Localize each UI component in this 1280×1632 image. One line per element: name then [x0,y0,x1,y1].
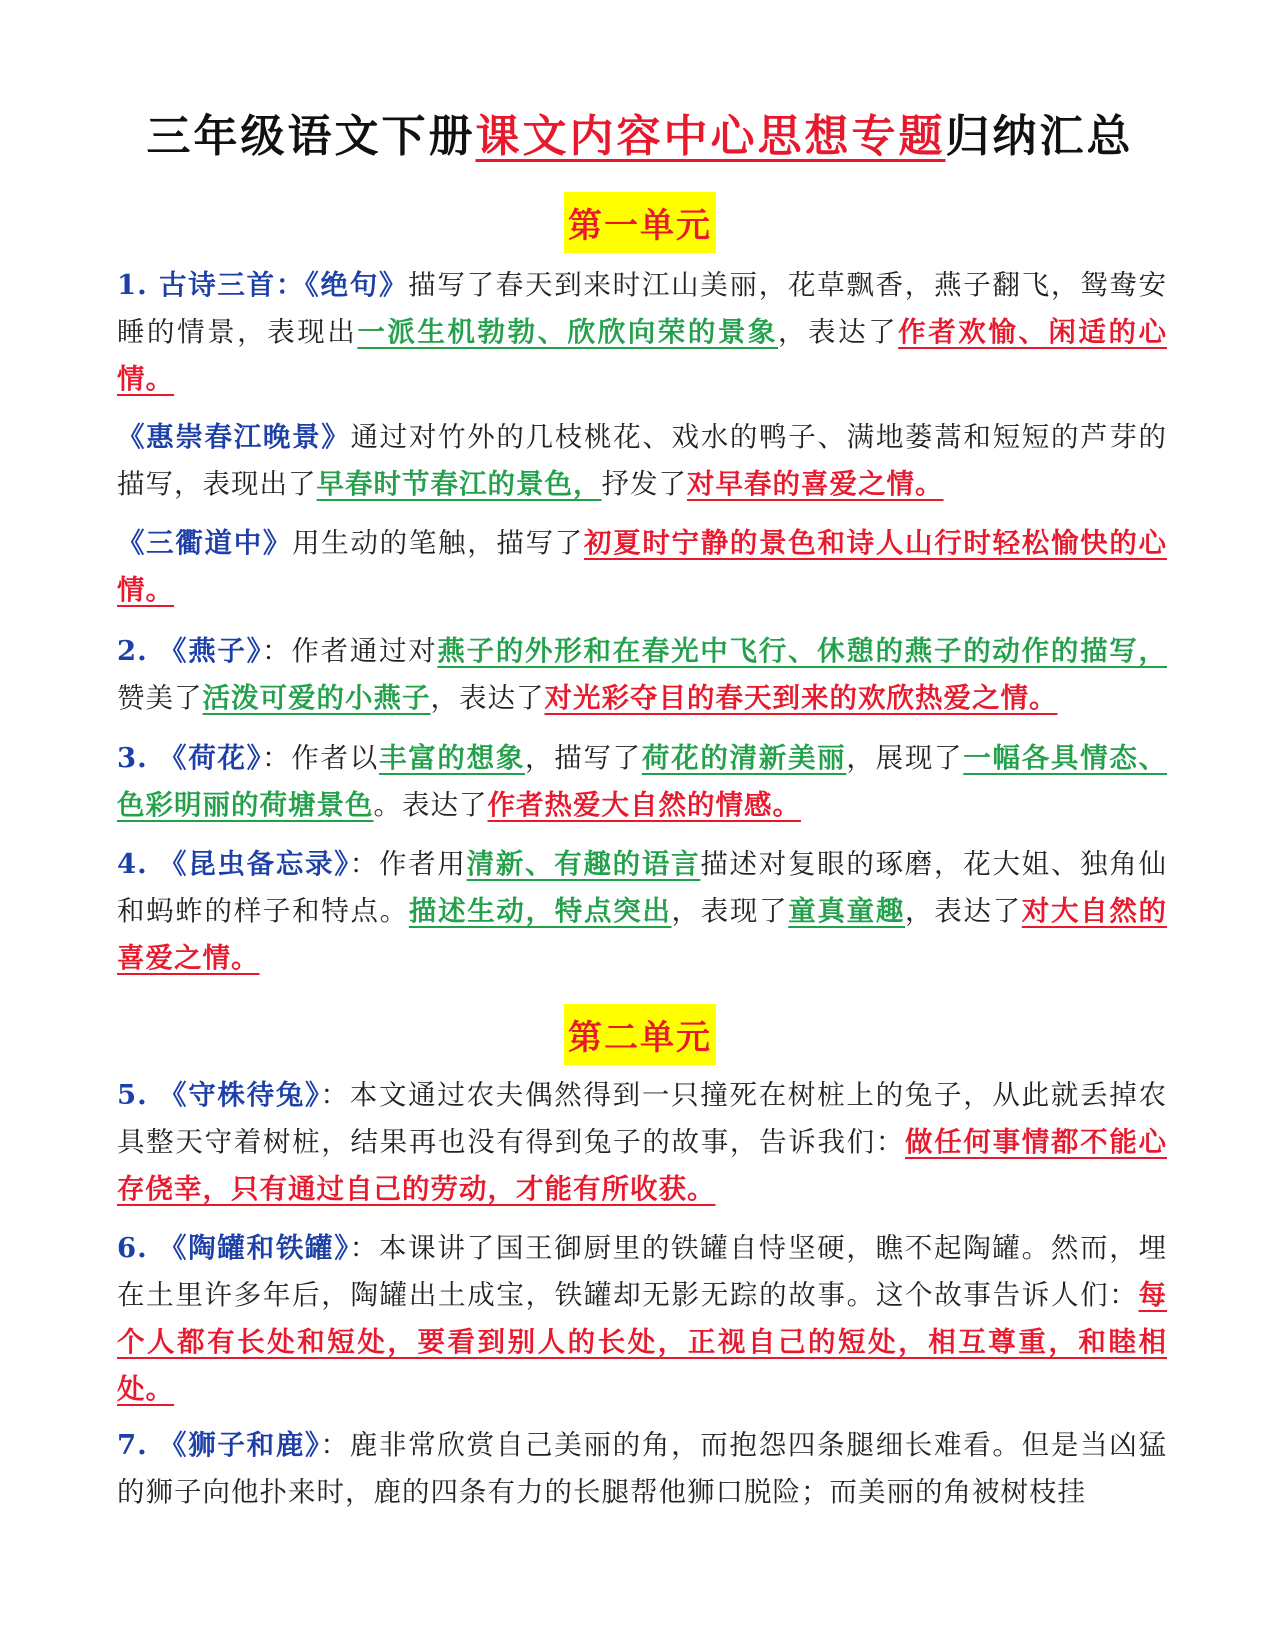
body-text: ：作者以 [262,742,379,774]
body-text: ：作者用 [349,848,467,880]
paragraph-huichong [117,414,1167,508]
lesson-title: 《三衢道中》 [117,527,293,559]
lesson-title: 5. 《守株待兔》 [117,1079,321,1111]
lesson-title: 3. 《荷花》 [117,742,263,774]
body-text: 用生动的笔触，描写了 [292,527,584,559]
unit-heading-1 [0,192,1280,253]
body-text: ，表达了 [905,895,1022,927]
body-text: ，表现了 [671,895,789,927]
lesson-title: 1. 古诗三首：《绝句》 [117,269,409,301]
central-idea: 做任何事情都不能心存侥幸，只有通过自己的劳动，才能有所收获。 [117,1126,1168,1205]
paragraph-hehua [117,735,1167,829]
central-idea: 作者欢愉、闲适的心情。 [117,316,1168,395]
title-suffix: 归纳汇总 [945,111,1134,162]
central-idea: 作者热爱大自然的情感。 [487,789,801,821]
paragraph-kunchong [117,841,1167,982]
key-phrase: 一幅各具情态、色彩明丽的荷塘景色 [117,742,1168,821]
central-idea: 对早春的喜爱之情。 [687,468,944,500]
paragraph-yanzi [117,628,1167,722]
central-idea: 每个人都有长处和短处，要看到别人的长处，正视自己的短处，相互尊重，和睦相处。 [117,1279,1167,1405]
central-idea: 对大自然的喜爱之情。 [117,895,1168,974]
unit-heading-label: 第一单元 [564,192,716,253]
lesson-title: 4. 《昆虫备忘录》 [117,848,350,880]
key-phrase: 一派生机勃勃、欣欣向荣的景象 [357,316,778,348]
key-phrase: 清新、有趣的语言 [466,848,701,880]
body-text: ：本文通过农夫偶然得到一只撞死在树桩上的兔子，从此就丢掉农具整天守着树桩，结果再也没有得到兔子的故事，告诉我们： [117,1079,1167,1158]
body-text: 抒发了 [601,468,687,500]
key-phrase: 燕子的外形和在春光中飞行、休憩的燕子的动作的描写， [437,635,1167,667]
body-text: 赞美了 [117,682,203,714]
paragraph-shizi [117,1422,1167,1516]
body-text: 。表达了 [373,789,488,821]
key-phrase: 描述生动，特点突出 [408,895,672,927]
key-phrase: 童真童趣 [788,895,906,927]
key-phrase: 活泼可爱的小燕子 [202,682,431,714]
body-text: 描写了春天到来时江山美丽，花草飘香，燕子翻飞，鸳鸯安睡的情景，表现出 [117,269,1167,348]
body-text: ，描写了 [525,742,642,774]
paragraph-jueju [117,262,1167,403]
body-text: ：作者通过对 [262,635,438,667]
body-text: 描述对复眼的琢磨，花大姐、独角仙和蚂蚱的样子和特点。 [117,848,1168,927]
body-text: ：本课讲了国王御厨里的铁罐自恃坚硬，瞧不起陶罐。然而，埋在土里许多年后，陶罐出土成宝，铁罐却无影无踪的故事。这个故事告诉人们： [117,1232,1167,1311]
page-title [0,100,1280,164]
unit-heading-2 [0,1004,1280,1065]
central-idea: 初夏时宁静的景色和诗人山行时轻松愉快的心情。 [117,527,1168,606]
title-prefix: 三年级语文下册 [146,111,476,162]
body-text: 通过对竹外的几枝桃花、戏水的鸭子、满地蒌蒿和短短的芦芽的描写，表现出了 [117,421,1168,500]
lesson-title: 6. 《陶罐和铁罐》 [117,1232,350,1264]
paragraph-sanqu [117,520,1167,614]
key-phrase: 早春时节春江的景色， [316,468,602,500]
key-phrase: 荷花的清新美丽 [641,742,847,774]
lesson-title: 7. 《狮子和鹿》 [117,1429,321,1461]
lesson-title: 《惠崇春江晚景》 [117,421,351,453]
body-text: ，表达了 [430,682,545,714]
body-text: ，表达了 [777,316,899,348]
lesson-title: 2. 《燕子》 [117,635,263,667]
central-idea: 对光彩夺目的春天到来的欢欣热爱之情。 [544,682,1058,714]
body-text: ：鹿非常欣赏自己美丽的角，而抱怨四条腿细长难看。但是当凶猛的狮子向他扑来时，鹿的四条有力的长腿帮他狮口脱险；而美丽的角被树枝挂 [117,1429,1167,1508]
title-highlight: 课文内容中心思想专题 [475,111,946,162]
key-phrase: 丰富的想象 [378,742,526,774]
paragraph-taoguan [117,1225,1167,1413]
unit-heading-label: 第二单元 [564,1004,716,1065]
body-text: ，展现了 [846,742,964,774]
paragraph-shouzhu [117,1072,1167,1213]
